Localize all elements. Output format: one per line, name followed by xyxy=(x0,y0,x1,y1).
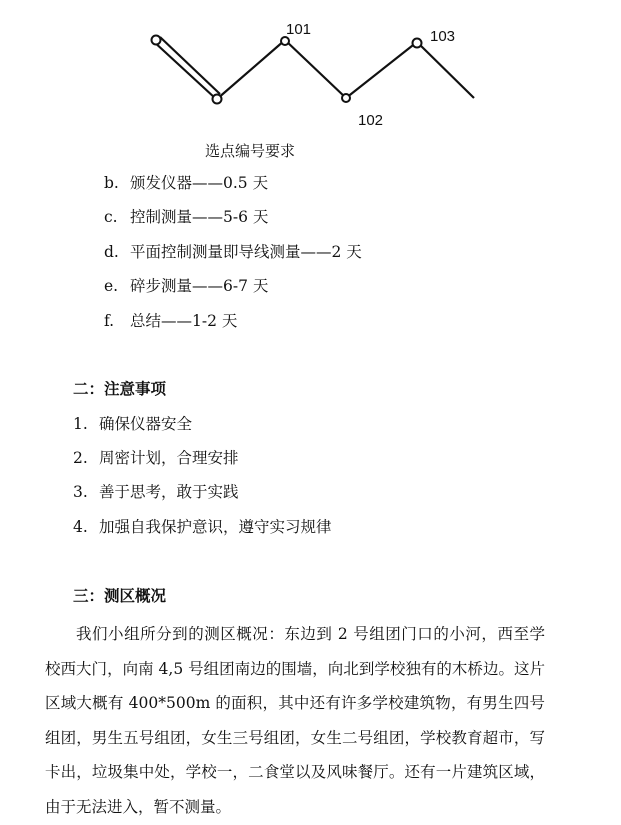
station-point-103 xyxy=(413,39,422,48)
point-label-102: 102 xyxy=(358,112,384,129)
zigzag-traverse-line xyxy=(152,37,474,99)
schedule-item-b: b. 颁发仪器——0.5 天 xyxy=(104,174,269,192)
station-point-102 xyxy=(342,94,350,102)
point-label-103: 103 xyxy=(430,28,456,45)
point-numbering-diagram xyxy=(140,14,490,134)
precaution-item-3: 3. 善于思考，敢于实践 xyxy=(73,483,239,501)
schedule-item-c: c. 控制测量——5-6 天 xyxy=(104,208,269,226)
schedule-item-e: e. 碎步测量——6-7 天 xyxy=(104,277,269,295)
section-heading-precautions: 二：注意事项 xyxy=(73,379,167,398)
station-point xyxy=(213,95,222,104)
station-point xyxy=(152,36,161,45)
precaution-item-4: 4. 加强自我保护意识，遵守实习规律 xyxy=(73,518,332,536)
schedule-item-d: d. 平面控制测量即导线测量——2 天 xyxy=(104,243,362,261)
survey-area-description: 我们小组所分到的测区概况：东边到 2 号组团门口的小河，西至学校西大门，向南 4,5 号组团南边的围墙，向北到学校独有的木桥边。这片区域大概有 400*500m 的面积，其中还有许多学校建筑物，有男生四号组团，男生五号组团，女生三号组团，女生二号组团，学校教育超市，写卡出，垃圾集中处，学校一，二食堂以及风味餐厅。还有一片建筑区域，由于无法进入，暂不测量。 xyxy=(45,625,545,816)
point-label-101: 101 xyxy=(286,21,312,38)
precaution-item-1: 1. 确保仪器安全 xyxy=(73,415,193,433)
precaution-item-2: 2. 周密计划，合理安排 xyxy=(73,449,239,467)
section-heading-survey-area: 三：测区概况 xyxy=(73,586,167,605)
schedule-item-f: f. 总结——1-2 天 xyxy=(104,312,238,330)
station-point-101 xyxy=(281,37,289,45)
diagram-caption: 选点编号要求 xyxy=(204,142,295,160)
